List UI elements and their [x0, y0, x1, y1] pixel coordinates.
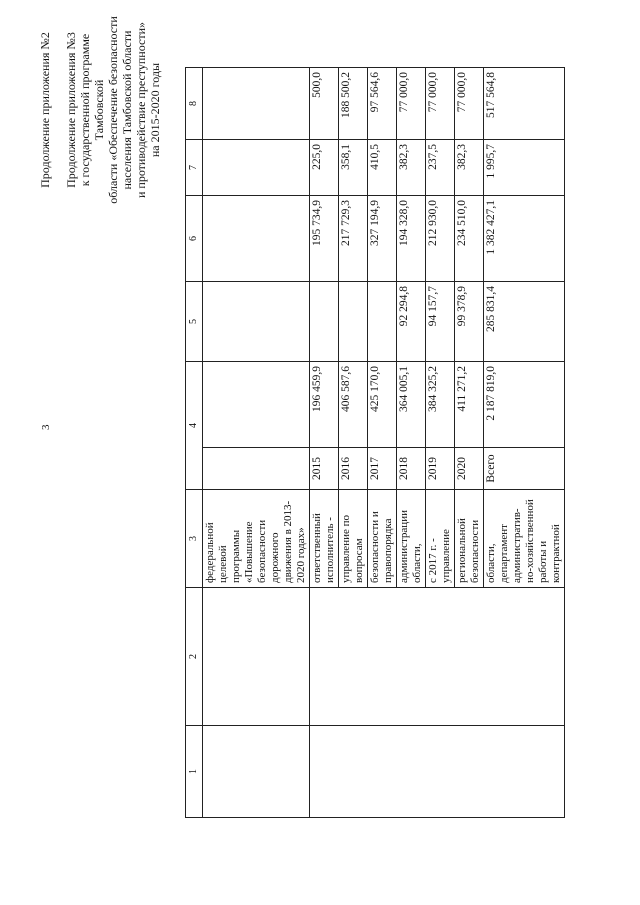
- header-line: на 2015-2020 годы: [148, 62, 162, 158]
- value-cell: 92 294,8: [397, 282, 426, 362]
- col-number: 1: [186, 726, 203, 818]
- value-cell: 77 000,0: [426, 68, 455, 140]
- header-line: области «Обеспечение безопасности: [106, 16, 120, 204]
- responsible-line: работы и: [537, 540, 549, 583]
- value-cell: [368, 282, 397, 362]
- col-number: 3: [186, 490, 203, 588]
- value-cell: 517 564,8: [484, 68, 565, 140]
- year-cell: 2015: [310, 448, 339, 490]
- value-cell: 2 187 819,0: [484, 362, 565, 448]
- responsible-cell: [339, 490, 368, 588]
- responsible-cell: [426, 490, 455, 588]
- responsible-line: управление: [440, 529, 452, 583]
- year-cell: 2016: [339, 448, 368, 490]
- value-cell: 1 382 427,1: [484, 196, 565, 282]
- col-number: 6: [186, 196, 203, 282]
- responsible-line: области,: [485, 543, 497, 583]
- budget-table: [185, 67, 565, 818]
- value-cell: 196 459,9: [310, 362, 339, 448]
- responsible-line: ответственный: [311, 513, 323, 583]
- value-cell: [339, 282, 368, 362]
- value-cell: [203, 282, 310, 362]
- value-cell: 364 005,1: [397, 362, 426, 448]
- responsible-line: области,: [411, 543, 423, 583]
- value-cell: 384 325,2: [426, 362, 455, 448]
- responsible-cell: [310, 490, 339, 588]
- col2-cell: [203, 588, 310, 726]
- header-line: населения Тамбовской области: [120, 30, 134, 190]
- responsible-cell: [455, 490, 484, 588]
- responsible-cell: [368, 490, 397, 588]
- value-cell: 358,1: [339, 140, 368, 196]
- responsible-line: с 2017 г. -: [427, 538, 439, 583]
- col1-cell: [203, 726, 310, 818]
- responsible-line: региональной: [456, 518, 468, 583]
- value-cell: [203, 362, 310, 448]
- responsible-line: исполнитель -: [324, 517, 336, 583]
- year-cell: 2020: [455, 448, 484, 490]
- value-cell: 77 000,0: [397, 68, 426, 140]
- value-cell: [203, 140, 310, 196]
- value-cell: 99 378,9: [455, 282, 484, 362]
- value-cell: 237,5: [426, 140, 455, 196]
- value-cell: 194 328,0: [397, 196, 426, 282]
- header-line: и противодействие преступности»: [134, 21, 148, 199]
- responsible-line: безопасности: [469, 519, 481, 583]
- value-cell: 225,0: [310, 140, 339, 196]
- responsible-line: безопасности и: [369, 511, 381, 583]
- value-cell: 406 587,6: [339, 362, 368, 448]
- page-number: 3: [40, 424, 52, 430]
- year-cell: 2019: [426, 448, 455, 490]
- value-cell: 411 271,2: [455, 362, 484, 448]
- responsible-line: правопорядка: [382, 518, 394, 583]
- col2-cell: [310, 588, 565, 726]
- value-cell: 77 000,0: [455, 68, 484, 140]
- appendix-header: [38, 15, 162, 205]
- value-cell: 327 194,9: [368, 196, 397, 282]
- responsible-line: администрации: [398, 510, 410, 583]
- value-cell: 212 930,0: [426, 196, 455, 282]
- year-cell: 2018: [397, 448, 426, 490]
- value-cell: [203, 196, 310, 282]
- col-number: 8: [186, 68, 203, 140]
- responsible-line: административ-: [511, 508, 523, 583]
- value-cell: 500,0: [310, 68, 339, 140]
- value-cell: 195 734,9: [310, 196, 339, 282]
- value-cell: 382,3: [455, 140, 484, 196]
- value-cell: [203, 68, 310, 140]
- responsible-line: вопросам: [353, 538, 365, 583]
- continuation-note: Продолжение приложения №2: [38, 32, 52, 188]
- value-cell: 97 564,6: [368, 68, 397, 140]
- total-label-cell: Всего: [484, 448, 565, 490]
- column-number-row: [186, 68, 203, 818]
- col-number: 5: [186, 282, 203, 362]
- value-cell: 188 500,2: [339, 68, 368, 140]
- year-cell: [203, 448, 310, 490]
- value-cell: 94 157,7: [426, 282, 455, 362]
- value-cell: 425 170,0: [368, 362, 397, 448]
- header-line: к государственной программе Тамбовской: [78, 33, 106, 187]
- value-cell: 234 510,0: [455, 196, 484, 282]
- responsible-cell: [397, 490, 426, 588]
- year-cell: 2017: [368, 448, 397, 490]
- value-cell: 410,5: [368, 140, 397, 196]
- responsible-line: но-хозяйственной: [524, 499, 536, 583]
- value-cell: 285 831,4: [484, 282, 565, 362]
- responsible-cell: [484, 490, 565, 588]
- responsible-line: департамент: [498, 524, 510, 583]
- table-row: [310, 68, 339, 818]
- col1-cell: [310, 726, 565, 818]
- responsible-line: контрактной: [550, 524, 562, 583]
- col-number: 4: [186, 362, 203, 490]
- program-name-cell: федеральной целевой программы «Повышение безопасности дорожного движения в 2013-2020 годах»: [203, 490, 310, 588]
- value-cell: [310, 282, 339, 362]
- responsible-line: управление по: [340, 515, 352, 583]
- table-row: [203, 68, 310, 818]
- value-cell: 217 729,3: [339, 196, 368, 282]
- col-number: 2: [186, 588, 203, 726]
- header-line: Продолжение приложения №3: [64, 32, 78, 188]
- value-cell: 382,3: [397, 140, 426, 196]
- col-number: 7: [186, 140, 203, 196]
- value-cell: 1 995,7: [484, 140, 565, 196]
